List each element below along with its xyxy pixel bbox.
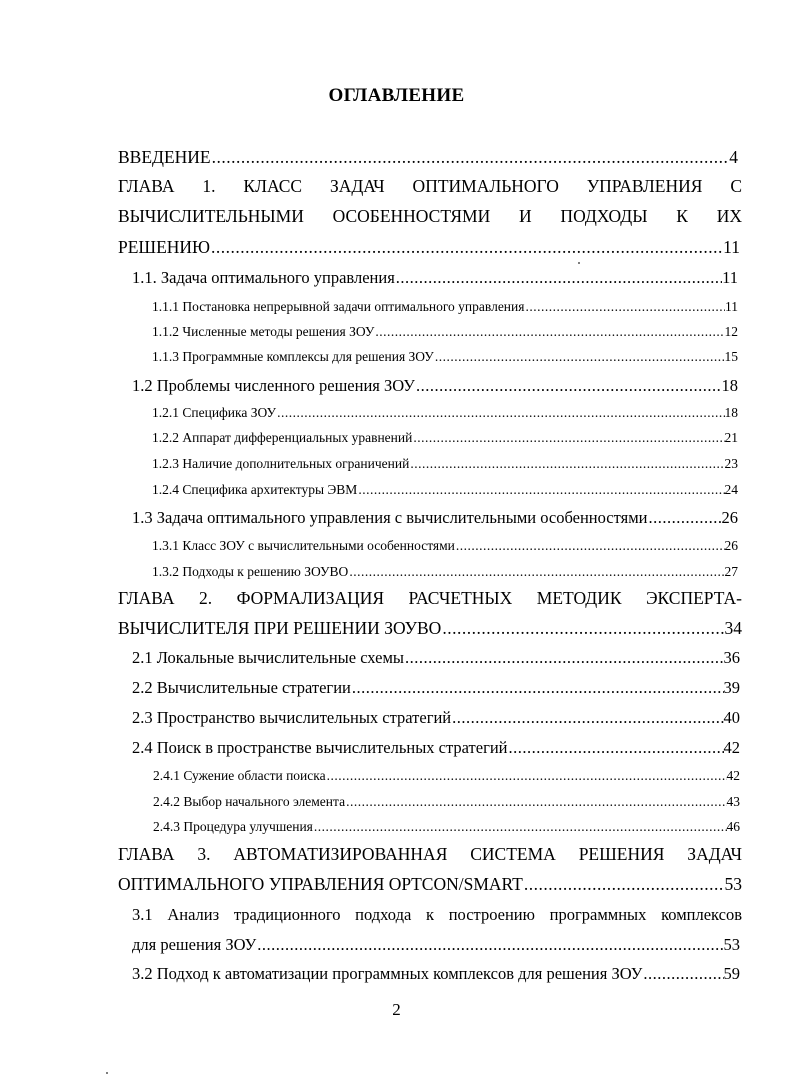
scan-speck: [578, 262, 580, 264]
toc-title: ОГЛАВЛЕНИЕ: [328, 85, 465, 106]
toc-entry-1-1-2[interactable]: 1.1.2 Численные методы решения ЗОУ ..... 12: [152, 324, 738, 340]
toc-entry-1-2[interactable]: 1.2 Проблемы численного решения ЗОУ ..... 18: [132, 376, 738, 396]
toc-entry-3-1[interactable]: для решения ЗОУ ..... 53: [132, 935, 740, 955]
toc-entry-2-4[interactable]: 2.4 Поиск в пространстве вычислительных стратегий ..... 42: [132, 738, 740, 758]
toc-chapter2-line1[interactable]: ГЛАВА 2. ФОРМАЛИЗАЦИЯ РАСЧЕТНЫХ МЕТОДИК ЭКСПЕРТА-: [118, 588, 742, 608]
page-number: 2: [392, 1000, 401, 1019]
toc-chapter3-line1[interactable]: ГЛАВА 3. АВТОМАТИЗИРОВАННАЯ СИСТЕМА РЕШЕНИЯ ЗАДАЧ: [118, 844, 742, 864]
toc-entry-1-2-3[interactable]: 1.2.3 Наличие дополнительных ограничений ..... 23: [152, 456, 738, 472]
toc-entry-1-1-1[interactable]: 1.1.1 Постановка непрерывной задачи оптимального управления ..... 11: [152, 299, 738, 315]
toc-entry-2-4-3[interactable]: 2.4.3 Процедура улучшения ..... 46: [153, 819, 740, 835]
toc-entry-2-2[interactable]: 2.2 Вычислительные стратегии ..... 39: [132, 678, 740, 698]
toc-entry-2-4-2[interactable]: 2.4.2 Выбор начального элемента ..... 43: [153, 794, 740, 810]
toc-entry-1-2-2[interactable]: 1.2.2 Аппарат дифференциальных уравнений ..... 21: [152, 430, 738, 446]
toc-chapter1-line2[interactable]: ВЫЧИСЛИТЕЛЬНЫМИ ОСОБЕННОСТЯМИ И ПОДХОДЫ К ИХ: [118, 206, 742, 226]
toc-entry-3-1-line1[interactable]: 3.1 Анализ традиционного подхода к построению программных комплексов: [132, 905, 742, 924]
toc-entry-2-1[interactable]: 2.1 Локальные вычислительные схемы ..... 36: [132, 648, 740, 668]
toc-entry-1-1-3[interactable]: 1.1.3 Программные комплексы для решения ЗОУ ..... 15: [152, 349, 738, 365]
toc-entry-3-2[interactable]: 3.2 Подход к автоматизации программных комплексов для решения ЗОУ ..... 59: [132, 964, 740, 984]
toc-entry-1-3-2[interactable]: 1.3.2 Подходы к решению ЗОУВО ..... 27: [152, 564, 738, 580]
toc-entry-2-3[interactable]: 2.3 Пространство вычислительных стратегий ..... 40: [132, 708, 740, 728]
toc-entry-1-2-1[interactable]: 1.2.1 Специфика ЗОУ ..... 18: [152, 405, 738, 421]
toc-entry-1-2-4[interactable]: 1.2.4 Специфика архитектуры ЭВМ ..... 24: [152, 482, 738, 498]
toc-chapter1-line1[interactable]: ГЛАВА 1. КЛАСС ЗАДАЧ ОПТИМАЛЬНОГО УПРАВЛЕНИЯ С: [118, 176, 742, 196]
toc-entry-chapter2[interactable]: ВЫЧИСЛИТЕЛЯ ПРИ РЕШЕНИИ ЗОУВО ..... 34: [118, 618, 742, 639]
toc-entry-chapter1[interactable]: РЕШЕНИЮ ..... 11: [118, 237, 740, 258]
toc-entry-1-3-1[interactable]: 1.3.1 Класс ЗОУ с вычислительными особенностями ..... 26: [152, 538, 738, 554]
toc-entry-1-3[interactable]: 1.3 Задача оптимального управления с вычислительными особенностями ..... 26: [132, 508, 738, 528]
toc-entry-intro[interactable]: ВВЕДЕНИЕ ..... 4: [118, 147, 738, 168]
toc-entry-2-4-1[interactable]: 2.4.1 Сужение области поиска ..... 42: [153, 768, 740, 784]
scan-speck: [106, 1072, 108, 1074]
toc-entry-1-1[interactable]: 1.1. Задача оптимального управления ..... 11: [132, 268, 738, 288]
toc-entry-chapter3[interactable]: ОПТИМАЛЬНОГО УПРАВЛЕНИЯ OPTCON/SMART ..... 53: [118, 874, 742, 895]
